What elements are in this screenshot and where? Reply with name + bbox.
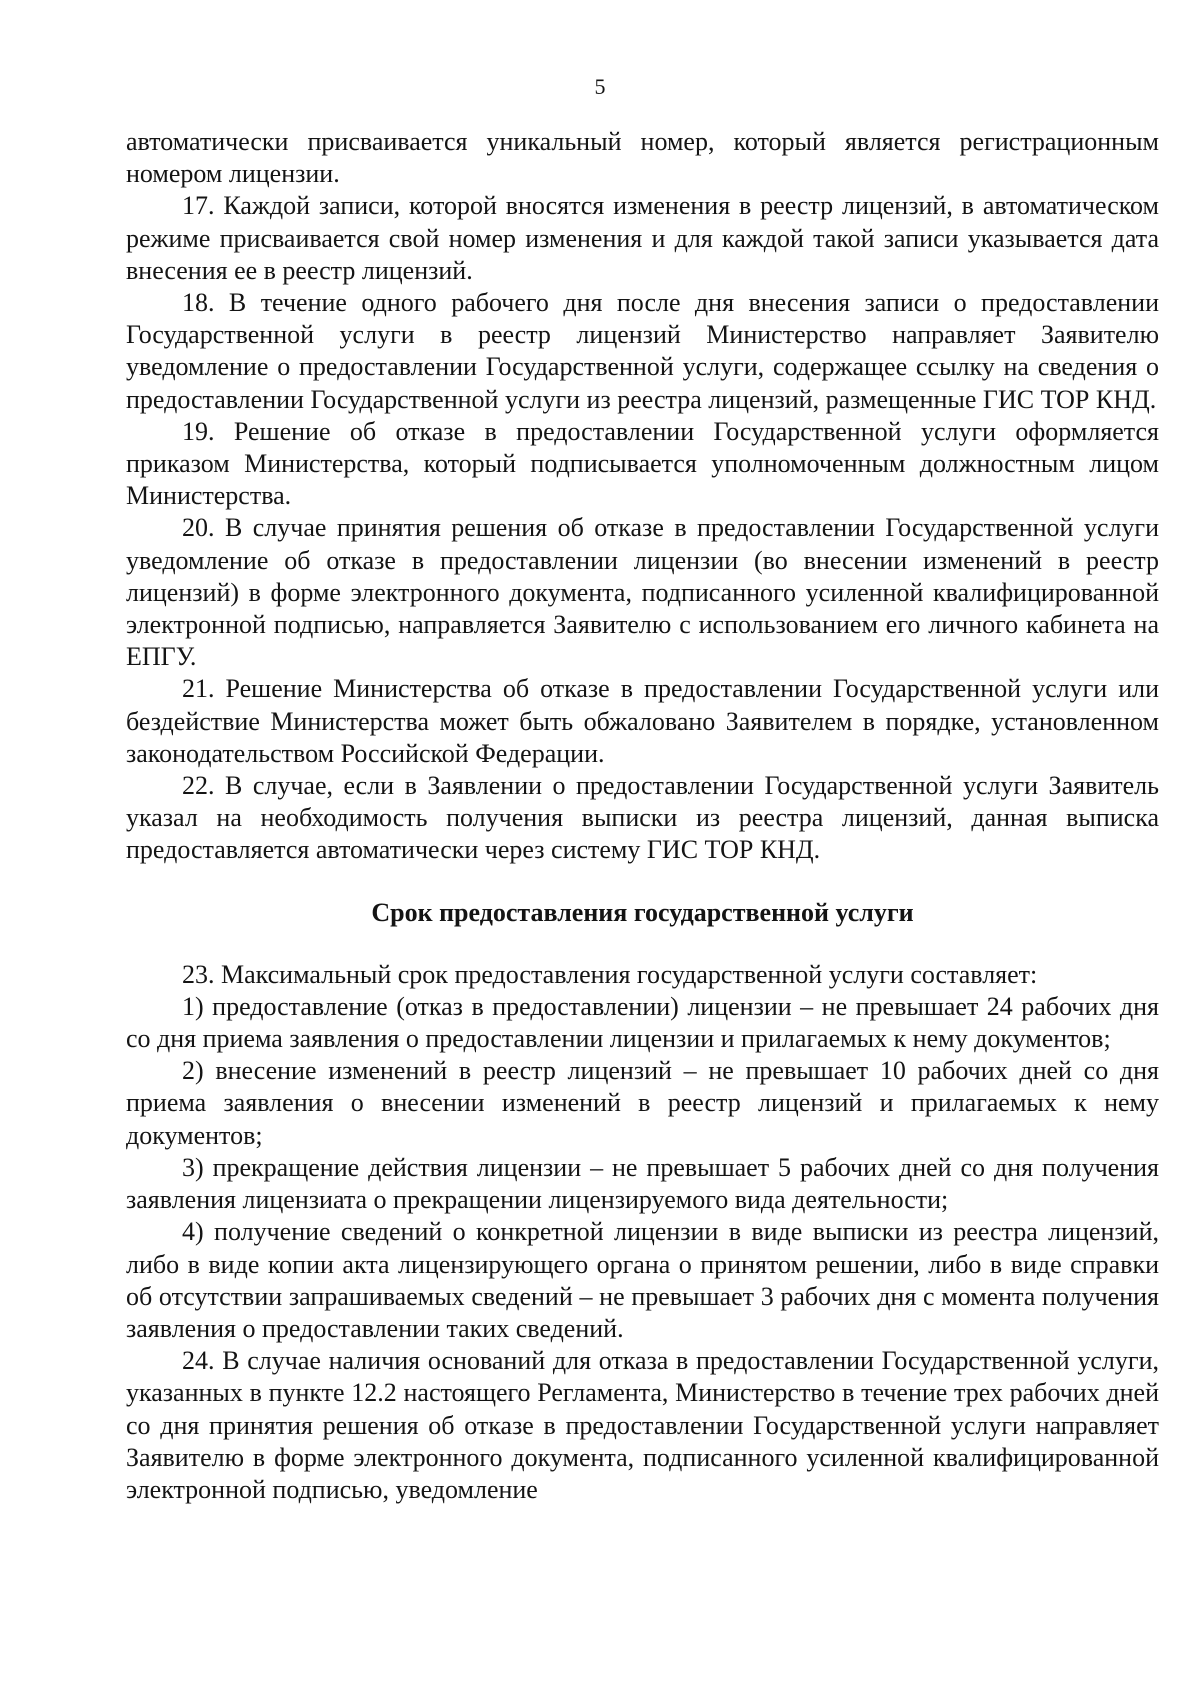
paragraph-20: 20. В случае принятия решения об отказе в предоставлении Государственной услуги уведомление об отказе в предоставлении лицензии (во внесении изменений в реестр лицензий) в форме электронного документа, подписанного усиленной квалифицированной электронной подписью, направляется Заявителю с использованием его личного кабинета на ЕПГУ. — [126, 513, 1159, 672]
list-item-1: 1) предоставление (отказ в предоставлении) лицензии – не превышает 24 рабочих дня со дня приема заявления о предоставлении лицензии и прилагаемых к нему документов; — [126, 991, 1159, 1054]
paragraph-23: 23. Максимальный срок предоставления государственной услуги составляет: — [182, 959, 1038, 989]
paragraph-continuation: автоматически присваивается уникальный номер, который является регистрационным номером лицензии. — [126, 127, 1159, 189]
page-number: 5 — [594, 74, 606, 99]
section-heading: Срок предоставления государственной услуги — [371, 897, 914, 927]
paragraph-17: 17. Каждой записи, которой вносятся изменения в реестр лицензий, в автоматическом режиме присваивается свой номер изменения и для каждой такой записи указывается дата внесения ее в реестр лицензий. — [126, 191, 1159, 285]
paragraph-22: 22. В случае, если в Заявлении о предоставлении Государственной услуги Заявитель указал на необходимость получения выписки из реестра лицензий, данная выписка предоставляется автоматически через систему ГИС ТОР КНД. — [126, 771, 1159, 865]
paragraph-24: 24. В случае наличия оснований для отказа в предоставлении Государственной услуги, указанных в пункте 12.2 настоящего Регламента, Министерство в течение трех рабочих дней со дня принятия решения об отказе в предоставлении Государственной услуги направляет Заявителю в форме электронного документа, подписанного усиленной квалифицированной электронной подписью, уведомление — [126, 1346, 1159, 1504]
list-item-2: 2) внесение изменений в реестр лицензий – не превышает 10 рабочих дней со дня приема заявления о внесении изменений в реестр лицензий и прилагаемых к нему документов; — [126, 1056, 1159, 1150]
paragraph-19: 19. Решение об отказе в предоставлении Государственной услуги оформляется приказом Министерства, который подписывается уполномоченным должностным лицом Министерства. — [126, 416, 1159, 511]
paragraph-18: 18. В течение одного рабочего дня после дня внесения записи о предоставлении Государственной услуги в реестр лицензий Министерство направляет Заявителю уведомление о предоставлении Государственной услуги, содержащее ссылку на сведения о предоставлении Государственной услуги из реестра лицензий, размещенные ГИС ТОР КНД. — [126, 288, 1159, 414]
paragraph-21: 21. Решение Министерства об отказе в предоставлении Государственной услуги или бездействие Министерства может быть обжаловано Заявителем в порядке, установленном законодательством Российской Федерации. — [126, 674, 1159, 768]
list-item-3: 3) прекращение действия лицензии – не превышает 5 рабочих дней со дня получения заявления лицензиата о прекращении лицензируемого вида деятельности; — [126, 1152, 1159, 1215]
list-item-4: 4) получение сведений о конкретной лицензии в виде выписки из реестра лицензий, либо в виде копии акта лицензирующего органа о принятом решении, либо в виде справки об отсутствии запрашиваемых сведений – не превышает 3 рабочих дня с момента получения заявления о предоставлении таких сведений. — [126, 1217, 1159, 1343]
document-body — [126, 126, 1159, 1506]
